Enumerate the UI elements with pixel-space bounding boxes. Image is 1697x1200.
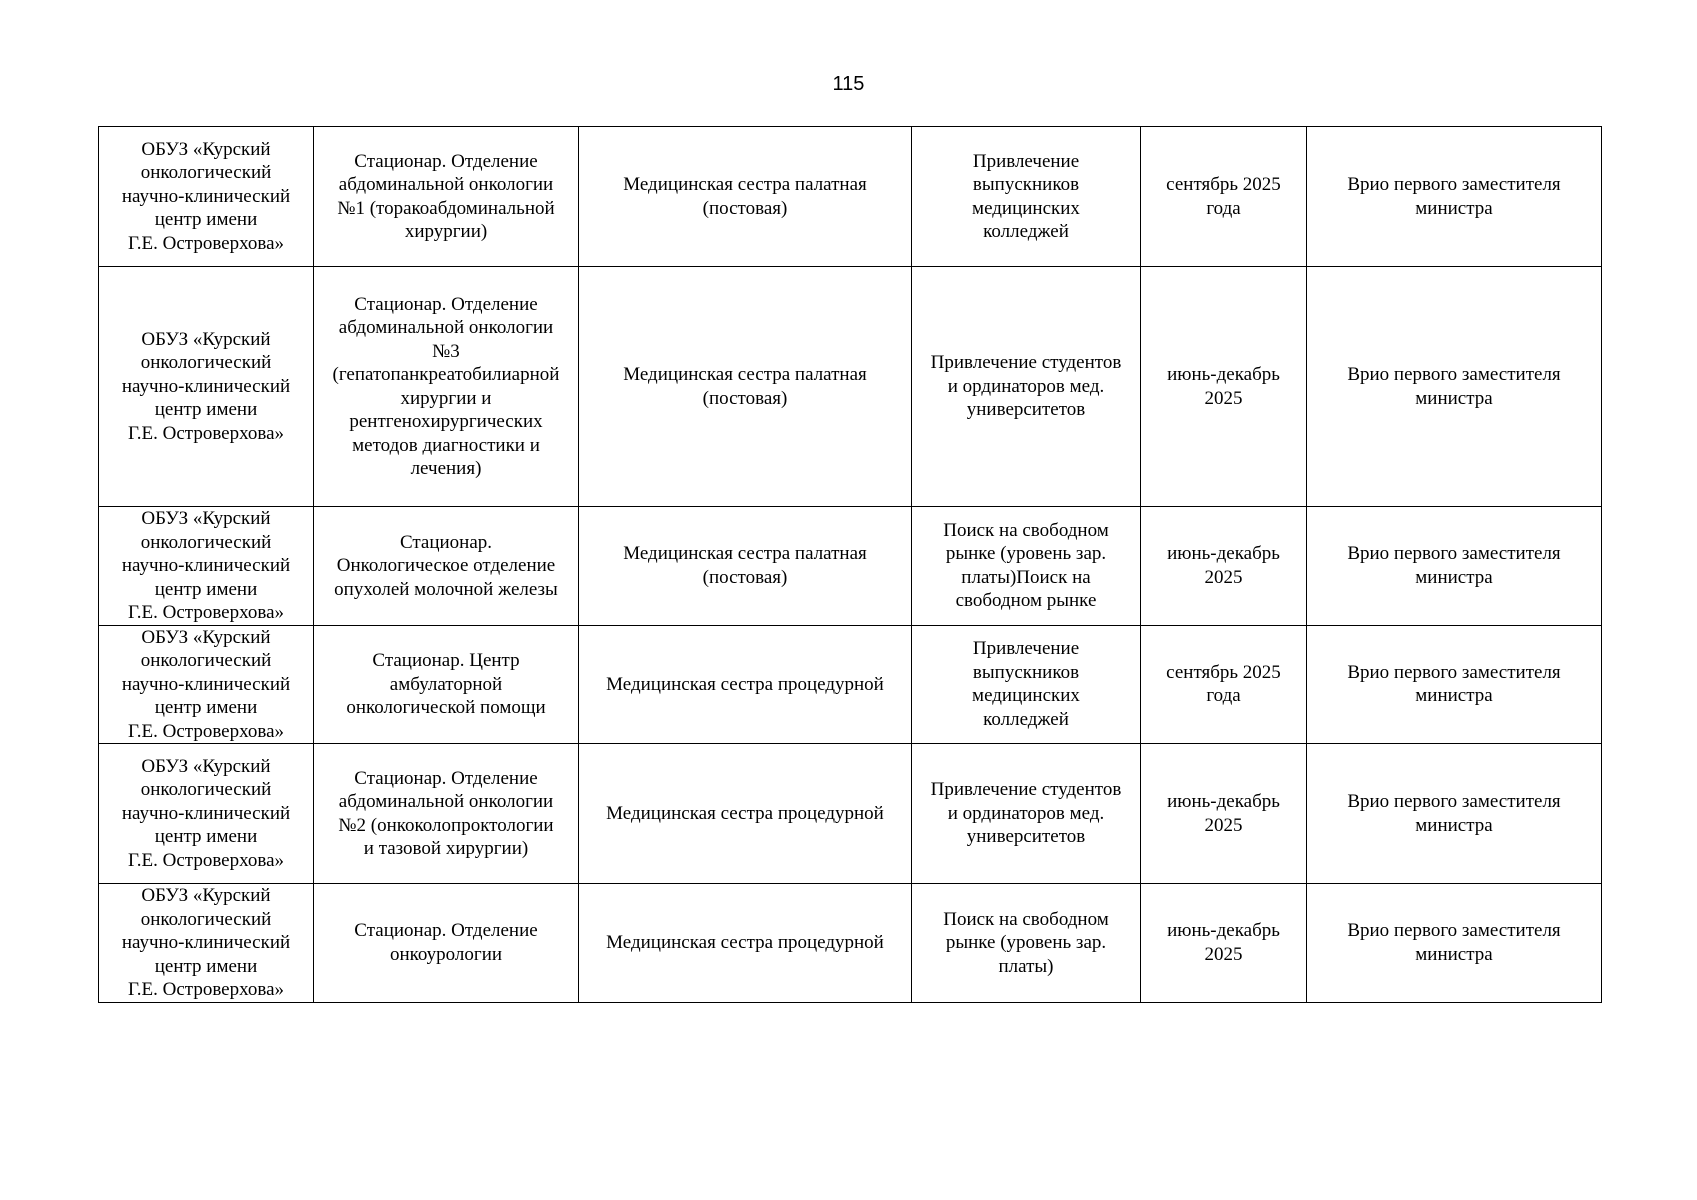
organization-text: ОБУЗ «Курский онкологический научно-клинический центр имени Г.Е. Островерхова» [121,755,291,871]
organization-cell [99,507,314,626]
method-cell [912,127,1141,267]
position-cell [579,744,912,884]
method-text: Привлечение студентов и ординаторов мед. университетов [930,352,1122,421]
responsible-text: Врио первого заместителя министра [1347,791,1561,836]
method-cell [912,744,1141,884]
position-text: Медицинская сестра процедурной [606,802,884,824]
method-cell [912,267,1141,507]
department-text: Стационар. Отделение абдоминальной онкологии №1 (торакоабдоминальной хирургии) [337,150,555,242]
responsible-text: Врио первого заместителя министра [1347,661,1561,707]
method-cell [912,884,1141,1003]
period-text: сентябрь 2025 года [1166,661,1281,707]
period-text: июнь-декабрь 2025 [1167,920,1280,965]
department-cell [314,625,579,744]
responsible-text: Врио первого заместителя министра [1347,920,1561,965]
table-row [99,507,1602,626]
method-cell [912,507,1141,626]
organization-cell [99,744,314,884]
department-text: Стационар. Отделение абдоминальной онкологии №2 (онкоколопроктологии и тазовой хирургии) [338,767,554,859]
responsible-text: Врио первого заместителя министра [1347,543,1561,588]
responsible-cell [1307,127,1602,267]
department-text: Стационар. Онкологическое отделение опухолей молочной железы [334,531,558,600]
period-text: июнь-декабрь 2025 [1167,364,1280,409]
department-cell [314,127,579,267]
department-cell [314,744,579,884]
position-cell [579,884,912,1003]
position-cell [579,507,912,626]
period-cell [1141,884,1307,1003]
period-cell [1141,744,1307,884]
page-number: 115 [832,73,865,95]
organization-cell [99,127,314,267]
responsible-cell [1307,884,1602,1003]
responsible-cell [1307,625,1602,744]
period-text: сентябрь 2025 года [1166,174,1281,219]
position-cell [579,625,912,744]
table-row [99,267,1602,507]
table-row [99,127,1602,267]
organization-text: ОБУЗ «Курский онкологический научно-клинический центр имени Г.Е. Островерхова» [121,626,291,742]
period-cell [1141,267,1307,507]
department-cell [314,884,579,1003]
method-text: Привлечение выпускников медицинских колледжей [972,150,1080,242]
position-text: Медицинская сестра палатная (постовая) [623,364,867,409]
period-cell [1141,127,1307,267]
position-text: Медицинская сестра палатная (постовая) [623,174,867,219]
staffing-table [98,126,1602,1003]
organization-text: ОБУЗ «Курский онкологический научно-клинический центр имени Г.Е. Островерхова» [121,885,291,1000]
organization-text: ОБУЗ «Курский онкологический научно-клинический центр имени Г.Е. Островерхова» [121,508,291,623]
position-cell [579,127,912,267]
responsible-cell [1307,744,1602,884]
department-text: Стационар. Отделение абдоминальной онкологии №3 (гепатопанкреатобилиарной хирургии и рентгенохирургических методов диагностики и лечения) [332,293,560,479]
department-cell [314,267,579,507]
position-text: Медицинская сестра процедурной [606,673,884,695]
responsible-text: Врио первого заместителя министра [1347,364,1561,409]
department-text: Стационар. Отделение онкоурологии [354,920,538,965]
method-cell [912,625,1141,744]
table-row [99,744,1602,884]
position-cell [579,267,912,507]
method-text: Поиск на свободном рынке (уровень зар. платы) [943,908,1109,977]
organization-cell [99,884,314,1003]
position-text: Медицинская сестра процедурной [606,932,884,953]
organization-cell [99,625,314,744]
period-text: июнь-декабрь 2025 [1167,791,1280,836]
table-row [99,884,1602,1003]
department-text: Стационар. Центр амбулаторной онкологической помощи [346,650,546,718]
responsible-cell [1307,267,1602,507]
period-text: июнь-декабрь 2025 [1167,543,1280,588]
table-row [99,625,1602,744]
responsible-cell [1307,507,1602,626]
organization-text: ОБУЗ «Курский онкологический научно-клинический центр имени Г.Е. Островерхова» [121,138,291,254]
period-cell [1141,507,1307,626]
position-text: Медицинская сестра палатная (постовая) [623,543,867,588]
responsible-text: Врио первого заместителя министра [1347,174,1561,219]
method-text: Поиск на свободном рынке (уровень зар. платы)Поиск на свободном рынке [943,519,1109,612]
organization-text: ОБУЗ «Курский онкологический научно-клинический центр имени Г.Е. Островерхова» [121,328,291,444]
method-text: Привлечение студентов и ординаторов мед. университетов [930,779,1122,848]
department-cell [314,507,579,626]
organization-cell [99,267,314,507]
period-cell [1141,625,1307,744]
method-text: Привлечение выпускников медицинских колледжей [972,638,1080,730]
